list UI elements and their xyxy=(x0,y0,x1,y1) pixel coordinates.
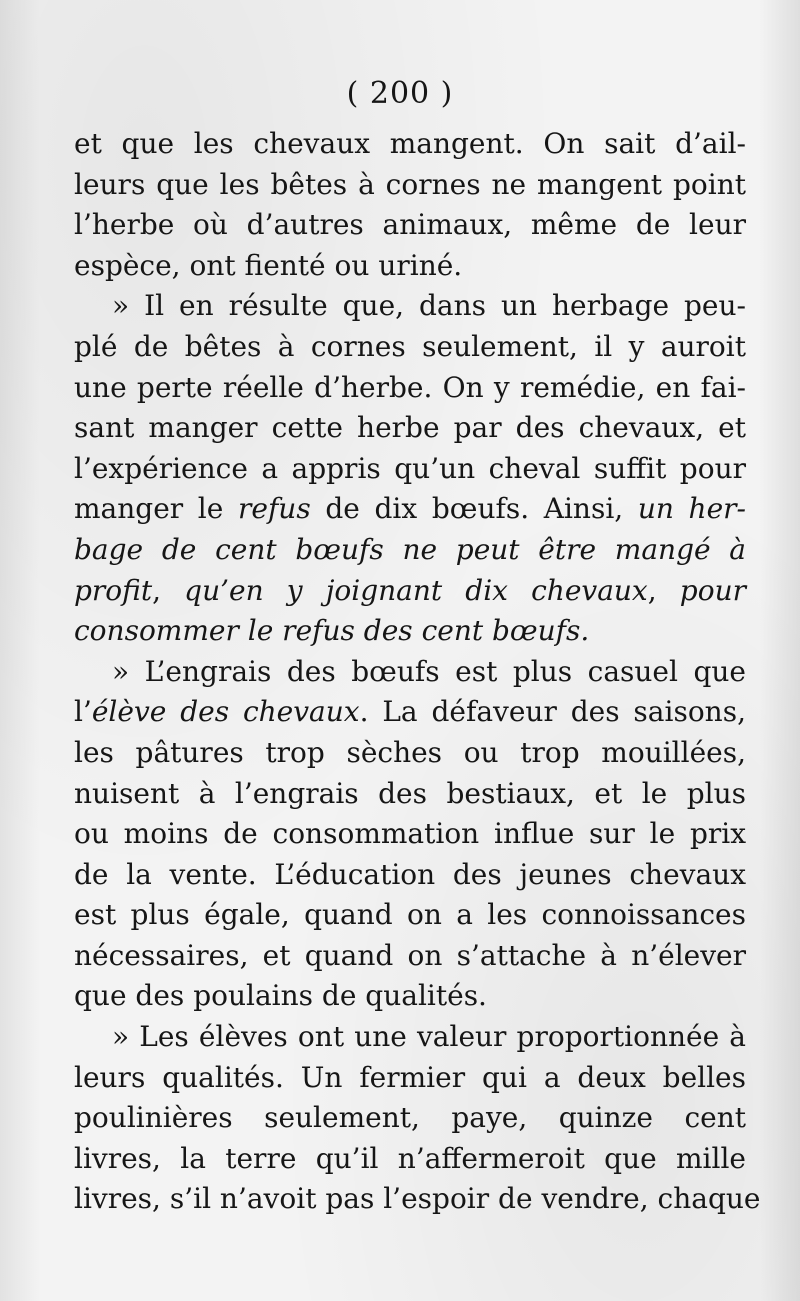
text-italic: profit xyxy=(74,573,153,607)
text-line: » Les élèves ont une valeur proportionnée à xyxy=(112,1020,746,1054)
text-line-italic: consommer le refus des cent bœufs. xyxy=(74,614,590,648)
text-line: est plus égale, quand on a les connoissances xyxy=(74,898,746,932)
text-italic: pour xyxy=(679,573,746,607)
text-line: espèce, ont fienté ou uriné. xyxy=(74,248,463,282)
text-line-italic: bage de cent bœufs ne peut être mangé à xyxy=(74,532,746,566)
text-line: de la vente. L’éducation des jeunes chevaux xyxy=(74,857,746,891)
text-italic: qu’en y joignant dix chevaux xyxy=(184,573,648,607)
body-text xyxy=(74,124,761,1220)
text-line: livres, la terre qu’il n’affermeroit que mille xyxy=(74,1141,746,1175)
text-line: poulinières seulement, paye, quinze cent xyxy=(74,1101,746,1135)
text-line: ou moins de consommation influe sur le prix xyxy=(74,817,746,851)
text-line: livres, s’il n’avoit pas l’espoir de vendre, chaque xyxy=(74,1182,761,1216)
text-roman: l’ xyxy=(74,695,92,729)
text-line: l’expérience a appris qu’un cheval suffit pour xyxy=(74,451,746,485)
text-line-mixed xyxy=(74,571,746,612)
text-line: nécessaires, et quand on s’attache à n’élever xyxy=(74,938,746,972)
text-line: » Il en résulte que, dans un herbage peu- xyxy=(112,289,746,323)
text-roman: , xyxy=(152,573,185,607)
text-line: que des poulains de qualités. xyxy=(74,979,487,1013)
text-line: nuisent à l’engrais des bestiaux, et le plus xyxy=(74,776,746,810)
text-roman: de dix bœufs. Ainsi, xyxy=(310,492,638,526)
text-roman: manger le xyxy=(74,492,238,526)
text-line: » L’engrais des bœufs est plus casuel que xyxy=(112,654,746,688)
text-line: l’herbe où d’autres animaux, même de leur xyxy=(74,208,746,242)
text-italic: un her- xyxy=(637,492,747,526)
text-line: les pâtures trop sèches ou trop mouillées, xyxy=(74,735,746,769)
text-roman: . La défaveur des saisons, xyxy=(359,695,746,729)
text-line-mixed xyxy=(74,692,746,733)
text-italic: élève des chevaux xyxy=(91,695,360,729)
text-line: et que les chevaux mangent. On sait d’ail- xyxy=(74,127,746,160)
text-line: une perte réelle d’herbe. On y remédie, en fai- xyxy=(74,370,746,404)
text-line: sant manger cette herbe par des chevaux, et xyxy=(74,411,746,445)
text-italic: refus xyxy=(237,492,311,526)
text-line: leurs qualités. Un fermier qui a deux belles xyxy=(74,1060,746,1094)
text-line: leurs que les bêtes à cornes ne mangent point xyxy=(74,167,746,201)
text-line: plé de bêtes à cornes seulement, il y auroit xyxy=(74,329,746,363)
text-roman: , xyxy=(647,573,680,607)
text-line-mixed xyxy=(74,489,746,530)
page-number: ( 200 ) xyxy=(346,76,454,111)
